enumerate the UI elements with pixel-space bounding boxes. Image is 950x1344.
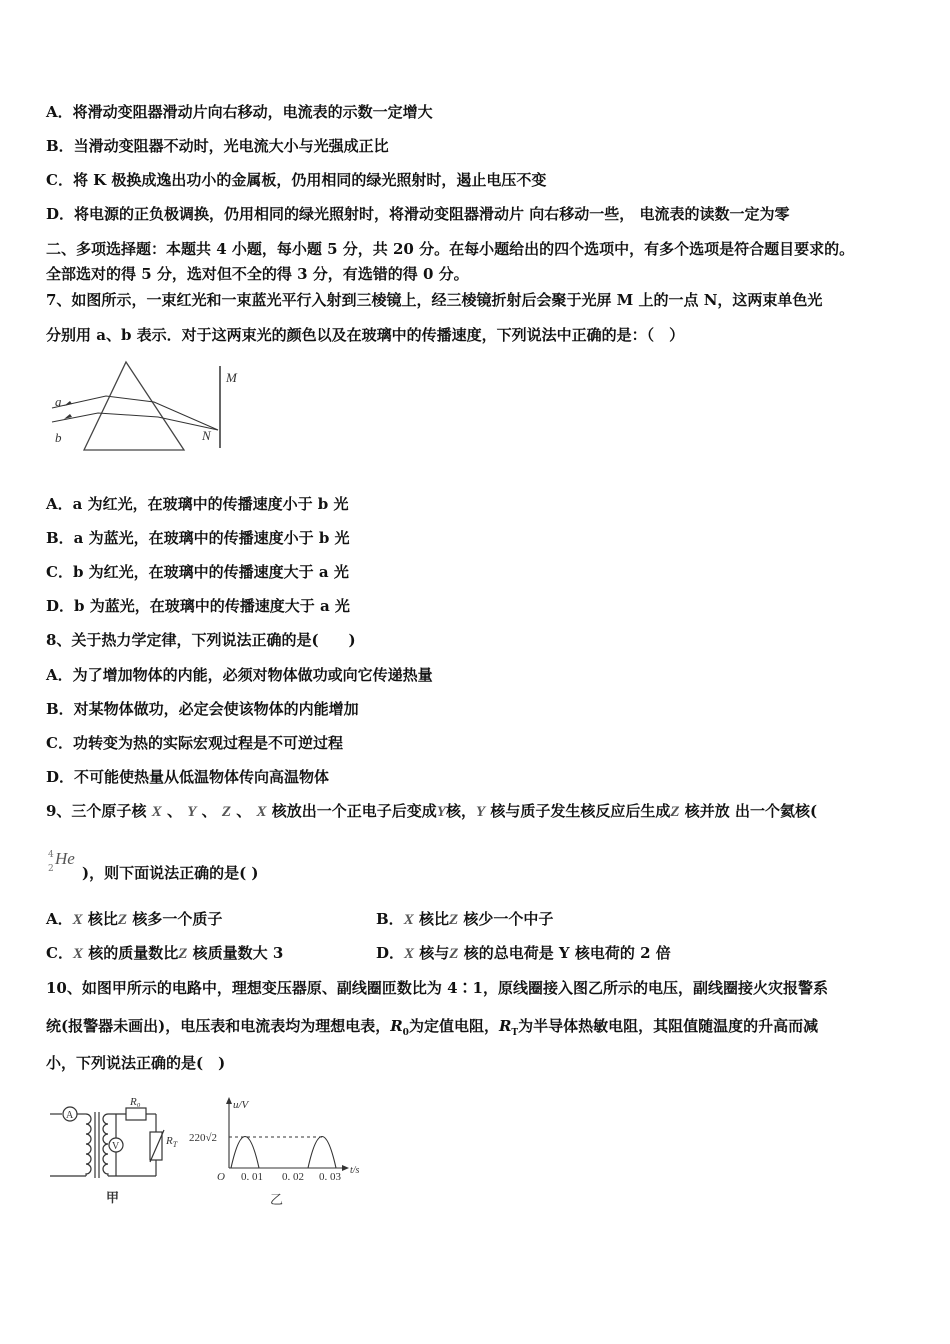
q10-stem-line3: 小，下列说法正确的是( ) [46,1054,226,1072]
tick-label-2: 0. 02 [282,1171,304,1183]
ray-b [52,413,218,430]
q10-stem-line2: 统(报警器未画出)，电压表和电流表均为理想电表，$R_0$为定值电阻，$R_T$为半导体热敏电阻，其阻值随温度的升高而减 [46,1017,819,1038]
r0-label: R₀ [130,1096,141,1108]
q7-option-a: A．a 为红光，在玻璃中的传播速度小于 b 光 [46,495,349,513]
label-n: N [202,428,211,443]
q9-option-c: C．X 核的质量数比Z 核质量数大 3 [46,944,284,962]
q8-option-d: D．不可能使热量从低温物体传向高温物体 [46,768,330,786]
q8-option-b: B．对某物体做功，必定会使该物体的内能增加 [46,700,359,718]
arrow-a [64,401,72,406]
q7-stem-line1: 7、如图所示，一束红光和一束蓝光平行入射到三棱镜上，经三棱镜折射后会聚于光屏 M 上的一点 N，这两束单色光 [46,291,823,309]
u-axis-label: u/V [233,1099,249,1111]
tick-label-1: 0. 01 [241,1171,263,1183]
label-b: b [55,430,62,445]
caption-jia: 甲 [106,1190,120,1205]
u-axis-arrow [226,1097,232,1104]
q8-option-c: C．功转变为热的实际宏观过程是不可逆过程 [46,734,343,752]
prev-option-c: C．将 K 极换成逸出功小的金属板，仍用相同的绿光照射时，遏止电压不变 [46,171,547,189]
secondary-coil [103,1114,108,1176]
t-axis-label: t/s [350,1165,360,1176]
half-wave-1 [231,1137,259,1169]
t-axis-arrow [342,1165,349,1171]
section-scoring: 全部选对的得 5 分，选对但不全的得 3 分，有选错的得 0 分。 [46,265,469,283]
resistor-r0 [126,1108,146,1120]
q9-stem-line1: 9、三个原子核 X 、 Y 、 Z 、 X 核放出一个正电子后变成Y核，Y 核与质子发生核反应后生成Z 核并放 出一个氦核( [46,802,818,820]
circuit-and-graph-figure [46,1094,376,1210]
q7-option-d: D．b 为蓝光，在玻璃中的传播速度大于 a 光 [46,597,350,615]
q7-option-c: C．b 为红光，在玻璃中的传播速度大于 a 光 [46,563,349,581]
q9-option-b: B．X 核比Z 核少一个中子 [376,910,554,928]
prism-figure [46,358,246,454]
voltmeter-label: V [112,1141,120,1152]
q9-option-d: D．X 核与Z 核的总电荷是 Y 核电荷的 2 倍 [376,944,671,962]
q8-option-a: A．为了增加物体的内能，必须对物体做功或向它传递热量 [46,666,433,684]
q10-stem-line1: 10、如图甲所示的电路中，理想变压器原、副线圈匝数比为 4∶1，原线圈接入图乙所示的电压，副线圈接火灾报警系 [46,979,828,997]
primary-coil [86,1114,91,1176]
q9-stem-line2: )，则下面说法正确的是( ) [82,864,259,882]
label-m: M [226,370,237,385]
q8-stem: 8、关于热力学定律，下列说法正确的是( ) [46,631,356,649]
ammeter-label: A [66,1110,74,1121]
prev-option-d: D．将电源的正负极调换，仍用相同的绿光照射时，将滑动变阻器滑动片 向右移动一些， 电流表的读数一定为零 [46,205,790,223]
origin-label: O [217,1171,225,1183]
tick-label-3: 0. 03 [319,1171,341,1183]
q7-option-b: B．a 为蓝光，在玻璃中的传播速度小于 b 光 [46,529,350,547]
prism [84,362,184,450]
half-wave-2 [308,1137,336,1169]
rt-label: $R_T$ [166,1135,178,1149]
peak-label: 220√2 [189,1132,218,1144]
section-heading: 二、多项选择题：本题共 4 小题，每小题 5 分，共 20 分。在每小题给出的四个选项中，有多个选项是符合题目要求的。 [46,240,855,258]
caption-yi: 乙 [270,1192,284,1207]
thermistor-rt [150,1132,162,1160]
label-a: a [55,394,62,409]
prev-option-a: A．将滑动变阻器滑动片向右移动，电流表的示数一定增大 [46,103,433,121]
prev-option-b: B．当滑动变阻器不动时，光电流大小与光强成正比 [46,137,389,155]
q7-stem-line2: 分别用 a、b 表示．对于这两束光的颜色以及在玻璃中的传播速度，下列说法中正确的是：（ ） [46,326,685,344]
q9-option-a: A．X 核比Z 核多一个质子 [46,910,223,928]
